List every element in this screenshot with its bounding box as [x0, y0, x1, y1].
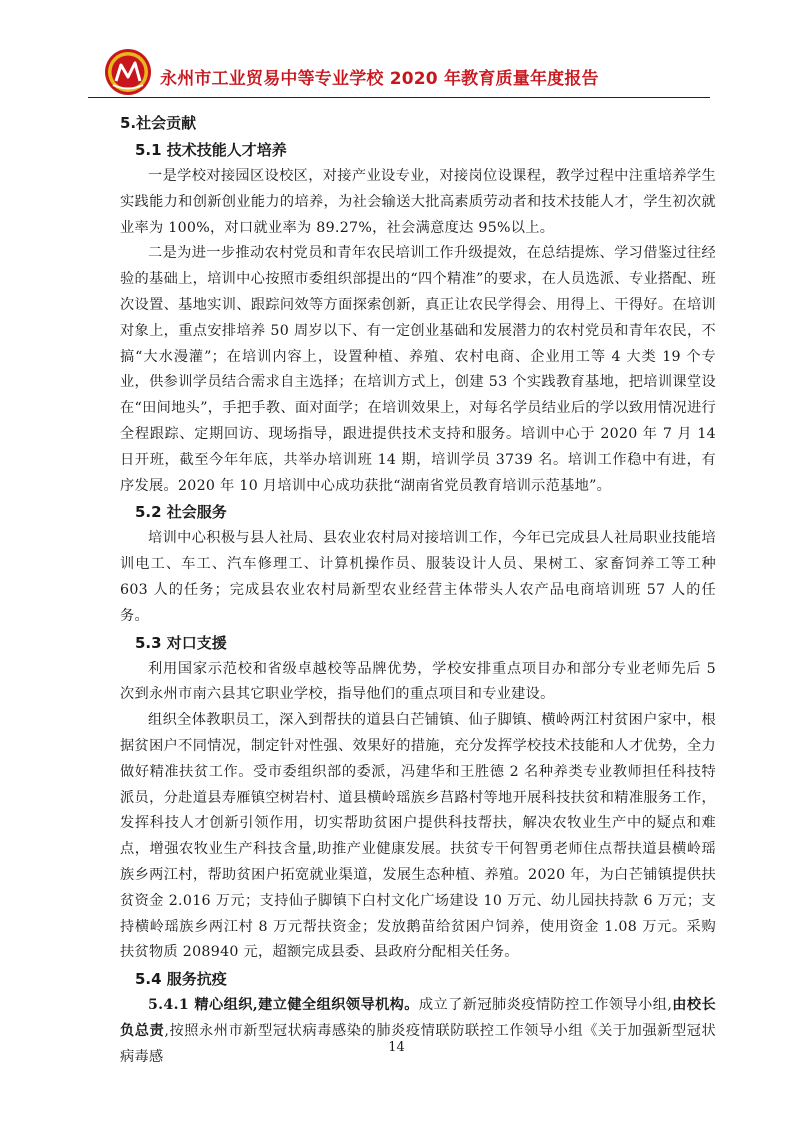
section-heading-5-3: 5.3 对口支援 [135, 633, 227, 652]
paragraph-5-4-1 [120, 993, 716, 1070]
page-number: 14 [388, 1040, 405, 1055]
paragraph-5-2: 培训中心积极与县人社局、县农业农村局对接培训工作，今年已完成县人社局职业技能培训电工、车工、汽车修理工、计算机操作员、服装设计人员、果树工、家畜饲养工等工种 603 人的任务；完成县农业农村局新型农业经营主体带头人农产品电商培训班 57 人的任务。 [120, 530, 716, 624]
paragraph-5-3-a: 利用国家示范校和省级卓越校等品牌优势，学校安排重点项目办和部分专业老师先后 5 次到永州市南六县其它职业学校，指导他们的重点项目和专业建设。 [120, 660, 716, 703]
paragraph-5-1-b: 二是为进一步推动农村党员和青年农民培训工作升级提效，在总结提炼、学习借鉴过往经验的基础上，培训中心按照市委组织部提出的“四个精准”的要求，在人员选派、专业搭配、班次设置、基地实训、跟踪问效等方面探索创新，真正让农民学得会、用得上、干得好。在培训对象上，重点安排培养 50 周岁以下、有一定创业基础和发展潜力的农村党员和青年农民，不搞“大水漫灌”；在培训内容上，设置种植、养殖、农村电商、企业用工等 4 大类 19 个专业，供参训学员结合需求自主选择；在培训方式上，创建 53 个实践教育基地，把培训课堂设在“田间地头”，手把手教、面对面学；在培训效果上，对每名学员结业后的学以致用情况进行全程跟踪、定期回访、现场指导，跟进提供技术支持和服务。培训中心于 2020 年 7 月 14 日开班，截至今年年底，共举办培训班 14 期，培训学员 3739 名。培训工作稳中有进，有序发展。2020 年 10 月培训中心成功获批“湖南省党员教育培训示范基地”。 [120, 245, 716, 494]
lead-text: 5.4.1 精心组织,建立健全组织领导机构。 [148, 997, 419, 1014]
page-header [88, 40, 710, 100]
emphasis-text: 由校长负总责 [120, 997, 716, 1039]
paragraph-5-3-b: 组织全体教职员工，深入到帮扶的道县白芒铺镇、仙子脚镇、横岭两江村贫困户家中，根据贫困户不同情况，制定针对性强、效果好的措施，充分发挥学校技术技能和人才优势，全力做好精准扶贫工作。受市委组织部的委派，冯建华和王胜德 2 名种养类专业教师担任科技特派员，分赴道县寿雁镇空树岩村、道县横岭瑶族乡莒路村等地开展科技扶贫和精准服务工作，发挥科技人才创新引领作用，切实帮助贫困户提供科技帮扶，解决农牧业生产中的疑点和难点，增强农牧业生产科技含量,助推产业健康发展。扶贫专干何智勇老师住点帮扶道县横岭瑶族乡两江村，帮助贫困户拓宽就业渠道，发展生态种植、养殖。2020 年，为白芒铺镇提供扶贫资金 2.016 万元；支持仙子脚镇下白村文化广场建设 10 万元、幼儿园扶持款 6 万元；支持横岭瑶族乡两江村 8 万元帮扶资金；发放鹅苗给贫困户饲养，使用资金 1.08 万元。采购扶贫物质 208940 元，超额完成县委、县政府分配相关任务。 [120, 712, 716, 961]
section-heading-5-2: 5.2 社会服务 [135, 503, 227, 522]
page-body [120, 104, 716, 1071]
report-title: 永州市工业贸易中等专业学校 2020 年教育质量年度报告 [160, 69, 599, 89]
paragraph-5-1-a: 一是学校对接园区设校区，对接产业设专业，对接岗位设课程，教学过程中注重培养学生实践能力和创新创业能力的培养，为社会输送大批高素质劳动者和技术技能人才，学生初次就业率为 100%，对口就业率为 89.27%，社会满意度达 95%以上。 [120, 168, 716, 236]
body-text: 成立了新冠肺炎疫情防控工作领导小组, [418, 997, 673, 1014]
section-heading-5-4: 5.4 服务抗疫 [135, 970, 227, 989]
section-heading-5: 5.社会贡献 [120, 114, 197, 132]
header-divider [88, 97, 710, 98]
body-text-tail: ,按照永州市新型冠状病毒感染的肺炎疫情联防联控工作领导小组《关于加强新型冠状病毒感 [120, 1022, 716, 1065]
section-heading-5-1: 5.1 技术技能人才培养 [135, 141, 287, 159]
school-emblem-icon [104, 48, 152, 96]
